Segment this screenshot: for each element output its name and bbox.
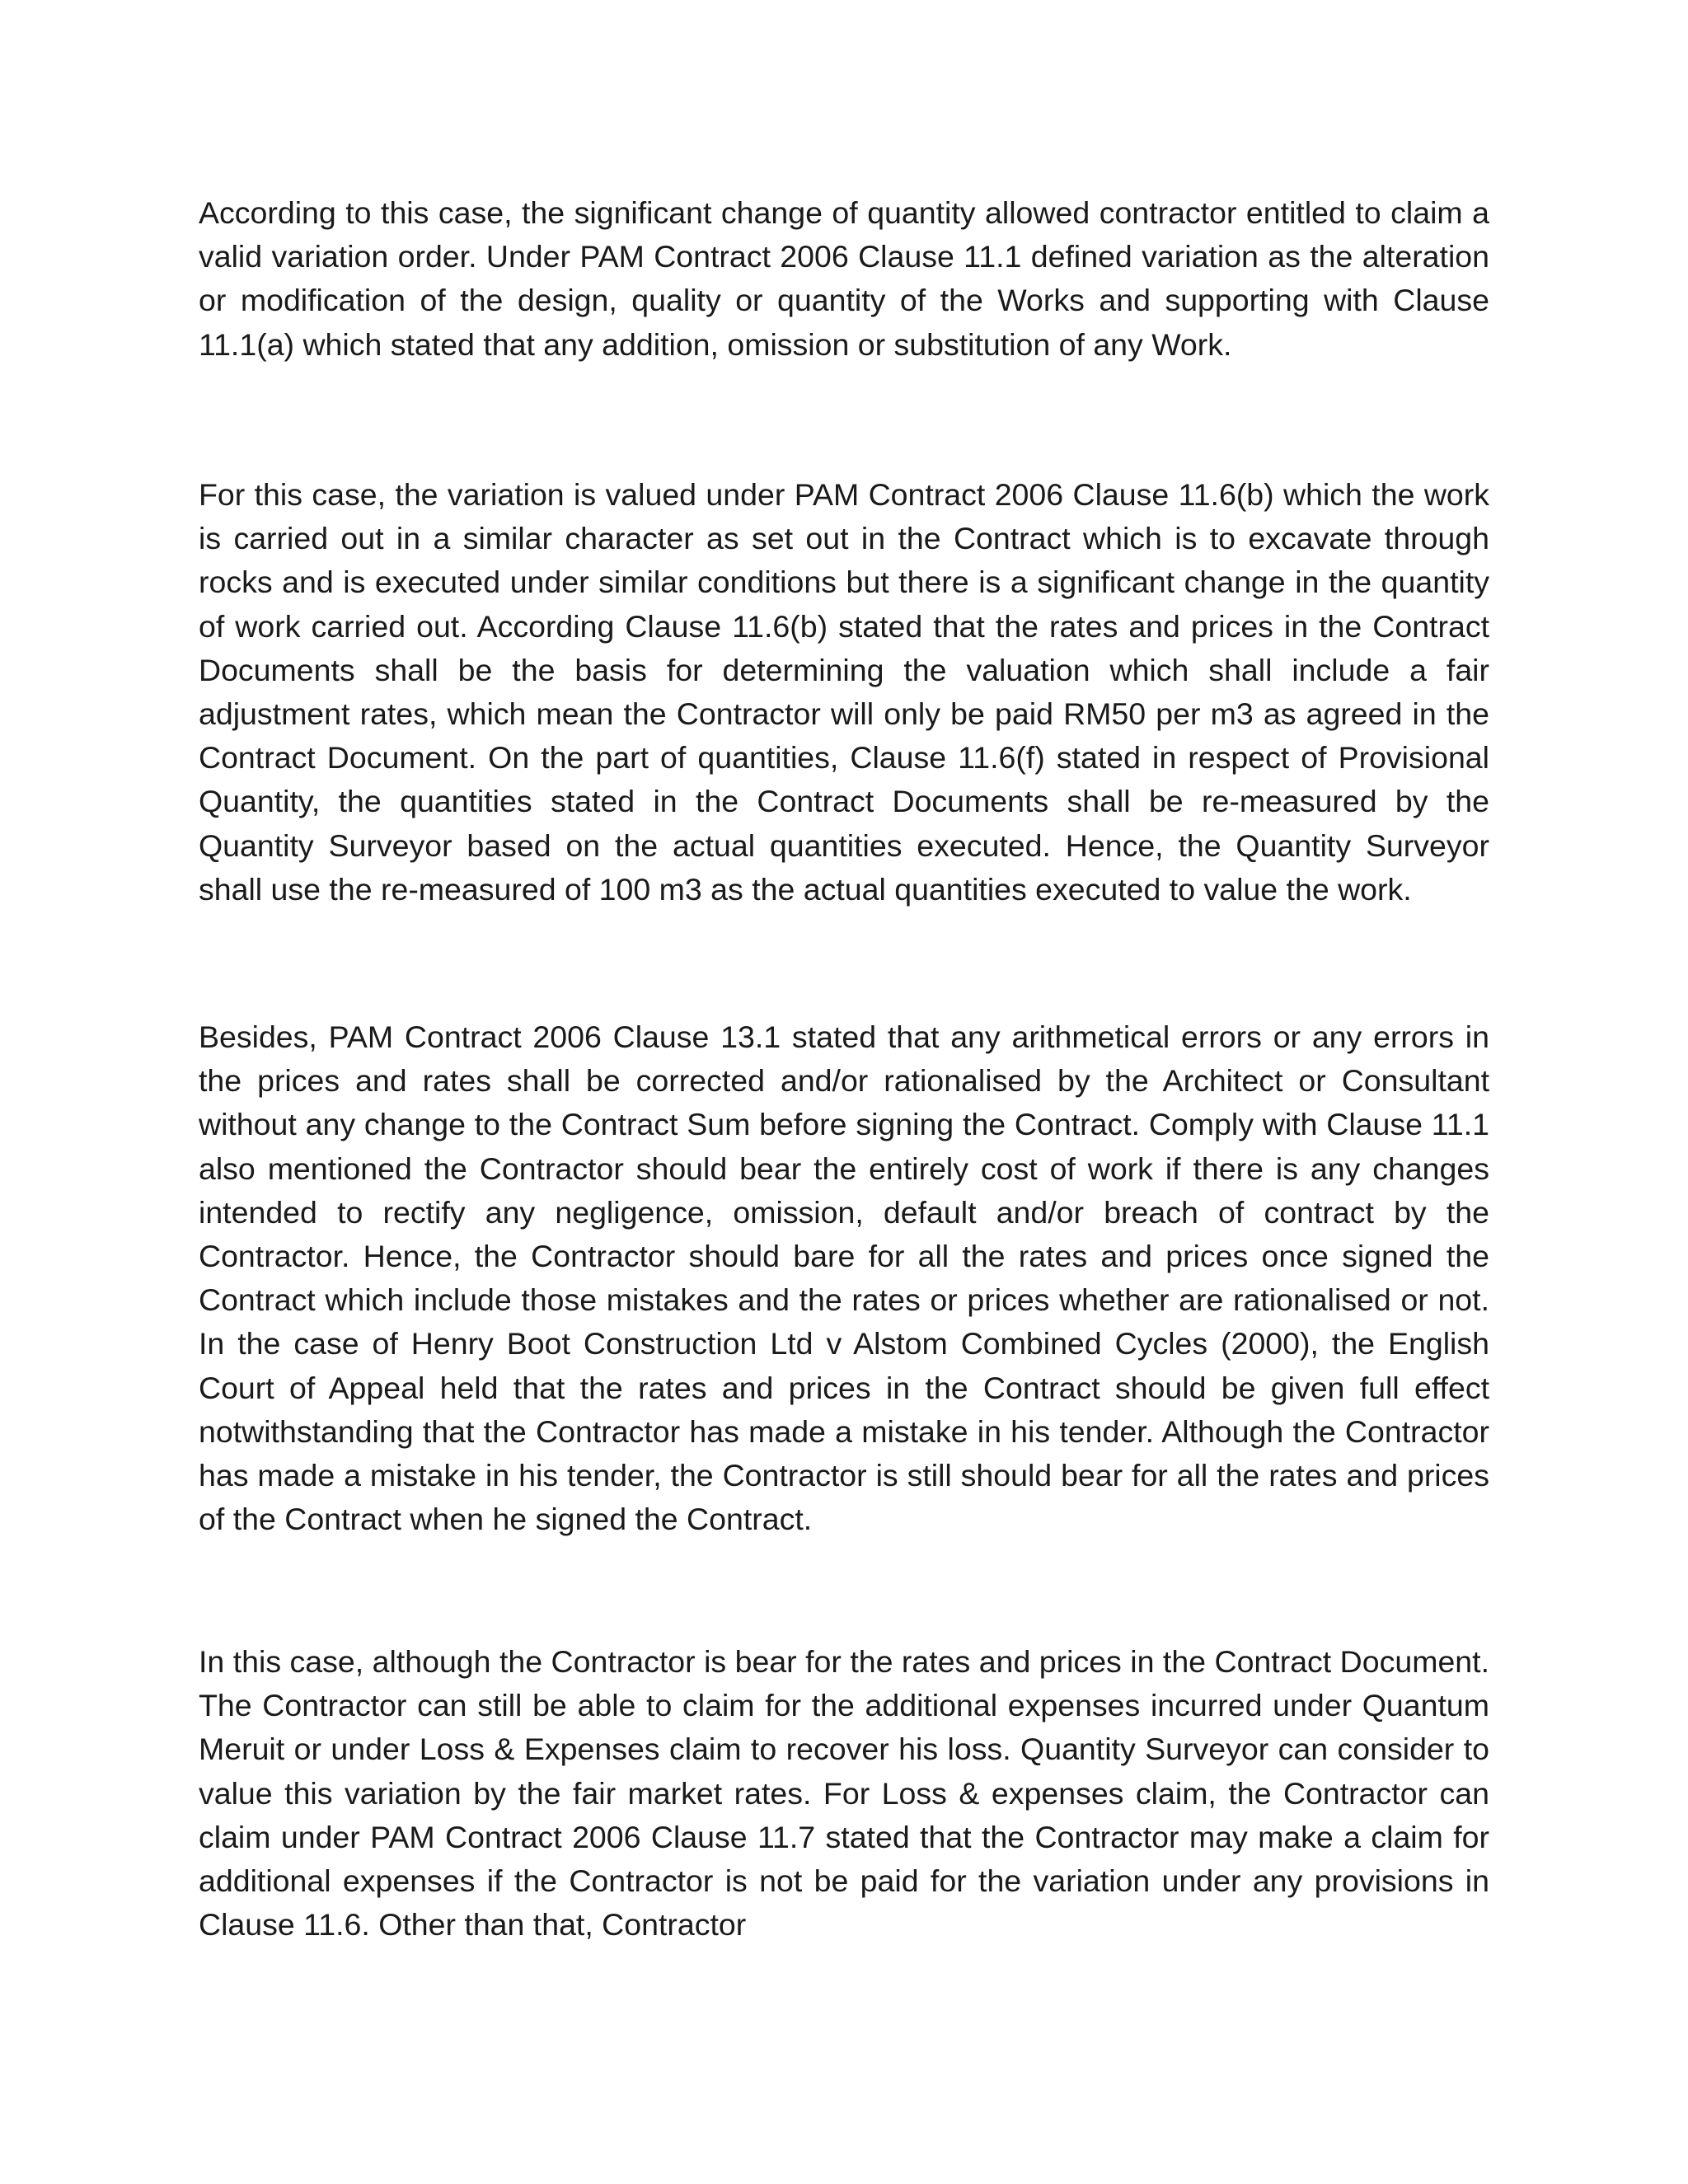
paragraph-variation-valuation: For this case, the variation is valued under PAM Contract 2006 Clause 11.6(b) which the work is carried out in a similar character as set out in the Contract which is to excavate through rocks and is executed under similar conditions but there is a significant change in the quantity of work carried out. According Clause 11.6(b) stated that the rates and prices in the Contract Documents shall be the basis for determining the valuation which shall include a fair adjustment rates, which mean the Contractor will only be paid RM50 per m3 as agreed in the Contract Document. On the part of quantities, Clause 11.6(f) stated in respect of Provisional Quantity, the quantities stated in the Contract Documents shall be re-measured by the Quantity Surveyor based on the actual quantities executed. Hence, the Quantity Surveyor shall use the re-measured of 100 m3 as the actual quantities executed to value the work. xyxy=(199,477,1489,907)
paragraph-variation-definition: According to this case, the significant change of quantity allowed contractor entitled to claim a valid variation order. Under PAM Contract 2006 Clause 11.1 defined variation as the alteration or modification of the design, quality or quantity of the Works and supporting with Clause 11.1(a) which stated that any addition, omission or substitution of any Work. xyxy=(199,195,1489,362)
paragraph-arithmetical-errors: Besides, PAM Contract 2006 Clause 13.1 stated that any arithmetical errors or any errors in the prices and rates shall be corrected and/or rationalised by the Architect or Consultant without any change to the Contract Sum before signing the Contract. Comply with Clause 11.1 also mentioned the Contractor should bear the entirely cost of work if there is any changes intended to rectify any negligence, omission, default and/or breach of contract by the Contractor. Hence, the Contractor should bare for all the rates and prices once signed the Contract which include those mistakes and the rates or prices whether are rationalised or not. In the case of Henry Boot Construction Ltd v Alstom Combined Cycles (2000), the English Court of Appeal held that the rates and prices in the Contract should be given full effect notwithstanding that the Contractor has made a mistake in his tender. Although the Contractor has made a mistake in his tender, the Contractor is still should bear for all the rates and prices of the Contract when he signed the Contract. xyxy=(199,1019,1489,1537)
paragraph-loss-expenses: In this case, although the Contractor is bear for the rates and prices in the Contract Document. The Contractor can still be able to claim for the additional expenses incurred under Quantum Meruit or under Loss & Expenses claim to recover his loss. Quantity Surveyor can consider to value this variation by the fair market rates. For Loss & expenses claim, the Contractor can claim under PAM Contract 2006 Clause 11.7 stated that the Contractor may make a claim for additional expenses if the Contractor is not be paid for the variation under any provisions in Clause 11.6. Other than that, Contractor xyxy=(199,1644,1489,1943)
